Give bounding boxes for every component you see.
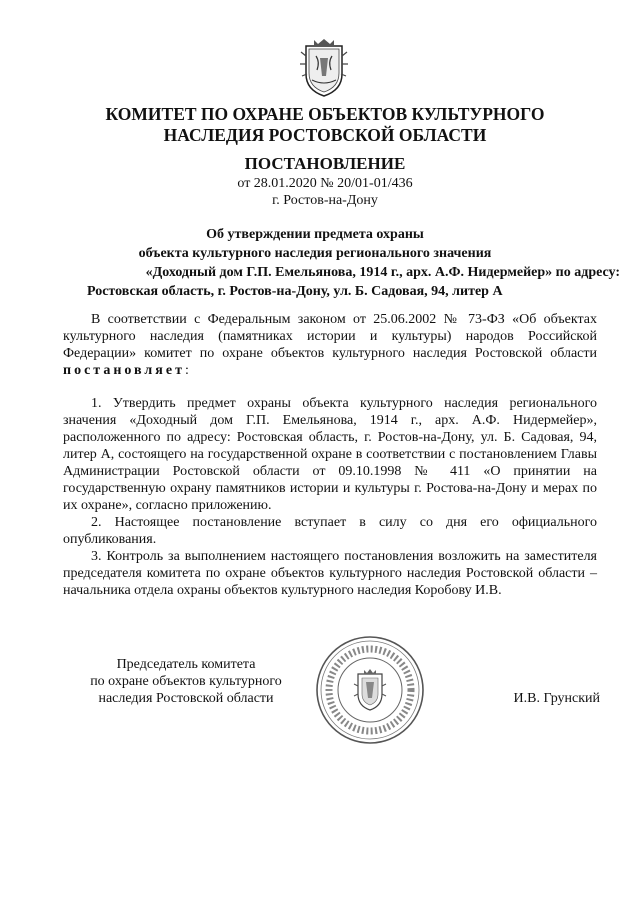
seal-icon	[314, 634, 426, 746]
item-2: 2. Настоящее постановление вступает в силу со дня его официального опубликования.	[63, 515, 597, 547]
preamble-paragraph	[63, 311, 597, 379]
decree-meta	[40, 175, 610, 209]
subject-line-2: объекта культурного наследия регионального значения	[138, 246, 492, 261]
position-line-1: Председатель комитета	[116, 657, 256, 672]
decree-subject	[40, 225, 620, 301]
decides-suffix: :	[184, 363, 189, 378]
item-3: 3. Контроль за выполнением настоящего постановления возложить на заместителя председателя комитета по охране объектов культурного наследия Ростовской области – начальника отдела охраны объектов культурного наследия Коробову И.В.	[63, 549, 597, 598]
item-1: 1. Утвердить предмет охраны объекта культурного наследия регионального значения «Доходный дом Г.П. Емельянова, 1914 г., арх. А.Ф. Нидермейер», расположенного по адресу: Ростовская область, г. Ростов-на-Дону, ул. Б. Садовая, 94, литер А, состоящего на государственной охране в соответствии с постановлением Главы Администрации Ростовской области от 09.10.1998 № 411 «О принятии на государственную охрану памятников истории и культуры г. Ростова-на-Дону и мерах по их охране», согласно приложению.	[63, 396, 597, 513]
decree-place: г. Ростов-на-Дону	[272, 193, 378, 208]
decree-title: ПОСТАНОВЛЕНИЕ	[244, 154, 406, 173]
subject-line-1: Об утверждении предмета охраны	[206, 227, 424, 242]
subject-line-3: «Доходный дом Г.П. Емельянова, 1914 г., арх. А.Ф. Нидермейер» по адресу:	[145, 265, 620, 280]
coat-of-arms-icon	[298, 36, 350, 100]
signatory-name: И.В. Грунский	[513, 691, 600, 706]
preamble-text: В соответствии с Федеральным законом от 25.06.2002 № 73-ФЗ «Об объектах культурного наследия (памятниках истории и культуры) народов Российской Федерации» комитет по охране объектов культурного наследия Ростовской области	[63, 312, 597, 361]
committee-line-2: НАСЛЕДИЯ РОСТОВСКОЙ ОБЛАСТИ	[163, 125, 487, 145]
decree-body	[63, 311, 597, 599]
committee-name	[40, 104, 610, 146]
position-line-3: наследия Ростовской области	[98, 691, 274, 706]
decree-date-number: от 28.01.2020 № 20/01-01/436	[237, 176, 413, 191]
decides-word: постановляет	[63, 363, 185, 378]
subject-line-4: Ростовская область, г. Ростов-на-Дону, ул. Б. Садовая, 94, литер А	[87, 284, 503, 299]
committee-line-1: КОМИТЕТ ПО ОХРАНЕ ОБЪЕКТОВ КУЛЬТУРНОГО	[105, 104, 545, 124]
signatory-position	[56, 656, 316, 707]
position-line-2: по охране объектов культурного	[90, 674, 282, 689]
